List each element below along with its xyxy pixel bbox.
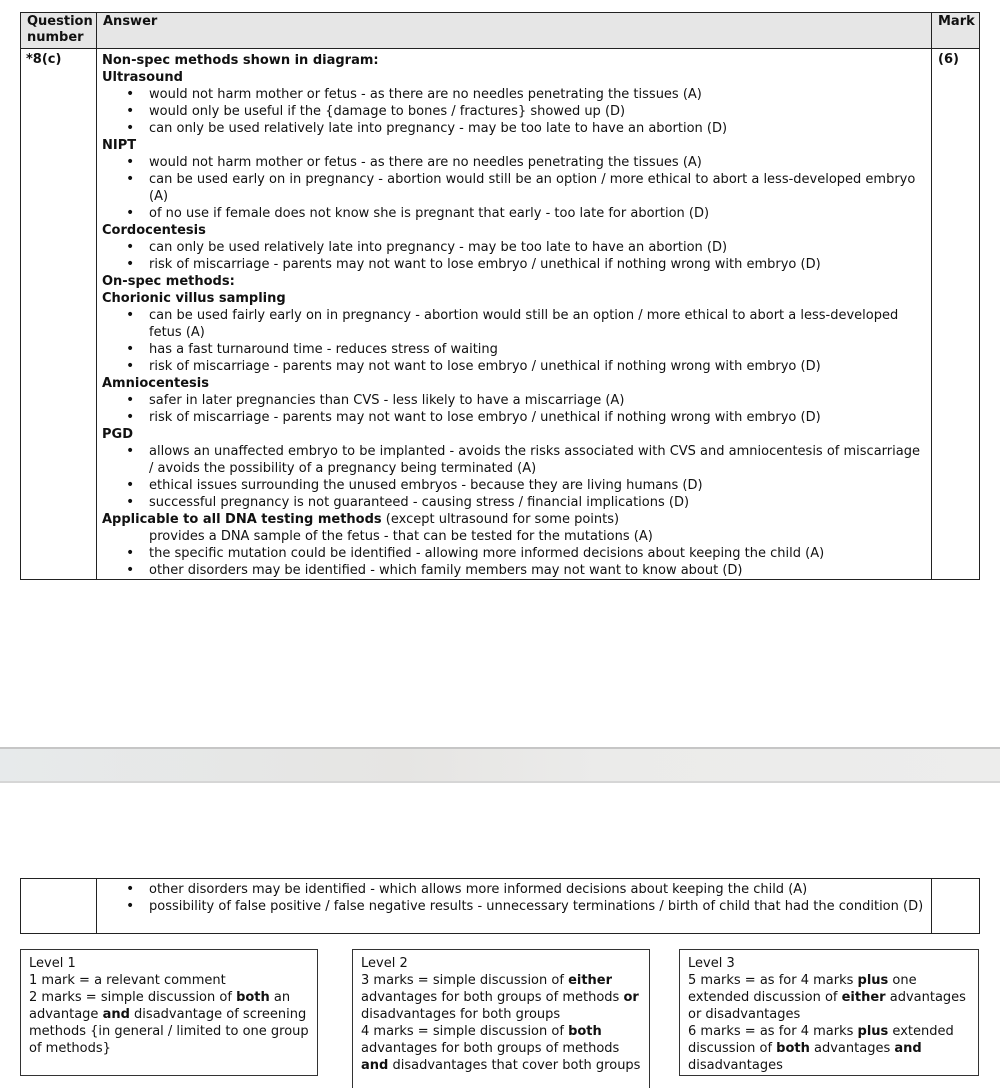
header-question-number: Question number: [21, 13, 97, 49]
header-mark: Mark: [932, 13, 980, 49]
list-item: • ethical issues surrounding the unused embryos - because they are living humans (D): [102, 477, 926, 494]
page-break-bar: [0, 747, 1000, 783]
method-heading: Cordocentesis: [102, 223, 206, 238]
level-criterion: [361, 972, 641, 1023]
list-item: • would only be useful if the {damage to bones / fractures} showed up (D): [102, 103, 926, 120]
method-heading: Amniocentesis: [102, 376, 209, 391]
header-answer: Answer: [97, 13, 932, 49]
list-item: • other disorders may be identified - which allows more informed decisions about keeping the child (A): [102, 881, 926, 898]
list-item: • risk of miscarriage - parents may not want to lose embryo / unethical if nothing wrong with embryo (D): [102, 256, 926, 273]
method-heading: PGD: [102, 427, 133, 442]
answer-cell: [97, 49, 932, 580]
continuation-answer-cell: [97, 879, 932, 934]
method-bullet-list: [102, 154, 926, 222]
table-header-row: [21, 13, 980, 49]
level-criterion: [361, 1023, 641, 1074]
question-number: *8(c): [21, 49, 97, 580]
level-title: Level 1: [29, 956, 76, 971]
list-item: • would not harm mother or fetus - as there are no needles penetrating the tissues (A): [102, 86, 926, 103]
criterion-text: 2 marks = simple discussion of: [29, 990, 237, 1005]
continuation-list: [102, 881, 926, 915]
list-item: • other disorders may be identified - which family members may not want to know about (D): [102, 562, 926, 579]
criterion-text: one extended discussion of: [688, 973, 917, 1005]
criterion-text: 1 mark = a relevant comment: [29, 973, 226, 988]
general-list: [102, 528, 926, 579]
list-item: • possibility of false positive / false negative results - unnecessary terminations / birth of child that had the condition (D): [102, 898, 926, 915]
general-heading-rest: (except ultrasound for some points): [381, 512, 620, 527]
section-heading: Non-spec methods shown in diagram:: [102, 53, 379, 68]
continuation-table: [20, 878, 980, 934]
list-item: • can only be used relatively late into pregnancy - may be too late to have an abortion (D): [102, 239, 926, 256]
mark-scheme-page-2: [20, 878, 980, 934]
method-heading: Ultrasound: [102, 70, 183, 85]
method-bullet-list: [102, 392, 926, 426]
emphasis-text: both: [236, 990, 270, 1005]
list-item: • can be used early on in pregnancy - abortion would still be an option / more ethical to abort a less-developed embryo (A): [102, 171, 926, 205]
criterion-text: disadvantages for both groups: [361, 1007, 561, 1022]
emphasis-text: both: [776, 1041, 810, 1056]
emphasis-text: plus: [857, 973, 889, 988]
answer-sections: [102, 52, 926, 511]
list-item: • can only be used relatively late into pregnancy - may be too late to have an abortion (D): [102, 120, 926, 137]
method-heading: Chorionic villus sampling: [102, 291, 286, 306]
mark-scheme-table: [20, 12, 980, 580]
emphasis-text: and: [102, 1007, 130, 1022]
level-3-box: [679, 949, 979, 1076]
criterion-text: advantages: [809, 1041, 895, 1056]
list-item: • has a fast turnaround time - reduces stress of waiting: [102, 341, 926, 358]
emphasis-text: either: [568, 973, 613, 988]
criterion-text: 3 marks = simple discussion of: [361, 973, 569, 988]
method-bullet-list: [102, 443, 926, 511]
list-item: • successful pregnancy is not guaranteed - causing stress / financial implications (D): [102, 494, 926, 511]
emphasis-text: and: [361, 1058, 389, 1073]
list-item: • risk of miscarriage - parents may not want to lose embryo / unethical if nothing wrong with embryo (D): [102, 358, 926, 375]
level-criterion: [29, 972, 309, 989]
emphasis-text: plus: [857, 1024, 889, 1039]
criterion-text: disadvantage of screening methods {in general / limited to one group of methods}: [29, 1007, 309, 1056]
mark-value: (6): [932, 49, 980, 580]
level-2-box: [352, 949, 650, 1088]
list-item: • would not harm mother or fetus - as there are no needles penetrating the tissues (A): [102, 154, 926, 171]
method-heading: NIPT: [102, 138, 137, 153]
list-item: • risk of miscarriage - parents may not want to lose embryo / unethical if nothing wrong with embryo (D): [102, 409, 926, 426]
criterion-text: disadvantages that cover both groups: [388, 1058, 641, 1073]
criterion-text: advantages or disadvantages: [688, 990, 966, 1022]
emphasis-text: and: [894, 1041, 922, 1056]
criterion-text: 6 marks = as for 4 marks: [688, 1024, 858, 1039]
level-criterion: [688, 1023, 970, 1074]
general-unbulleted-item: provides a DNA sample of the fetus - that can be tested for the mutations (A): [149, 529, 653, 544]
method-bullet-list: [102, 86, 926, 137]
section-heading: On-spec methods:: [102, 274, 235, 289]
level-criterion: [688, 972, 970, 1023]
emphasis-text: both: [568, 1024, 602, 1039]
emphasis-text: either: [841, 990, 886, 1005]
criterion-text: disadvantages: [688, 1058, 783, 1073]
empty-mark-cell: [932, 879, 980, 934]
list-item: • safer in later pregnancies than CVS - less likely to have a miscarriage (A): [102, 392, 926, 409]
general-heading: [102, 511, 926, 528]
list-item: • can be used fairly early on in pregnancy - abortion would still be an option / more ethical to abort a less-developed fetus (A): [102, 307, 926, 341]
level-criterion: [29, 989, 309, 1057]
list-item: • allows an unaffected embryo to be implanted - avoids the risks associated with CVS and amniocentesis of miscarriage / avoids the possibility of a pregnancy being terminated (A): [102, 443, 926, 477]
level-descriptors: [0, 949, 1000, 1088]
list-item: • of no use if female does not know she is pregnant that early - too late for abortion (D): [102, 205, 926, 222]
level-title: Level 2: [361, 956, 408, 971]
mark-scheme-page-1: [20, 12, 980, 580]
criterion-text: extended discussion of: [688, 1024, 954, 1056]
criterion-text: 5 marks = as for 4 marks: [688, 973, 858, 988]
criterion-text: an advantage: [29, 990, 291, 1022]
table-row: [21, 49, 980, 580]
empty-question-cell: [21, 879, 97, 934]
general-heading-bold: Applicable to all DNA testing methods: [102, 512, 382, 527]
level-title: Level 3: [688, 956, 735, 971]
criterion-text: advantages for both groups of methods: [361, 990, 624, 1005]
emphasis-text: or: [623, 990, 639, 1005]
level-1-box: [20, 949, 318, 1076]
list-item: • the specific mutation could be identified - allowing more informed decisions about keeping the child (A): [102, 545, 926, 562]
method-bullet-list: [102, 307, 926, 375]
method-bullet-list: [102, 239, 926, 273]
criterion-text: advantages for both groups of methods: [361, 1041, 620, 1056]
criterion-text: 4 marks = simple discussion of: [361, 1024, 569, 1039]
table-row: [21, 879, 980, 934]
